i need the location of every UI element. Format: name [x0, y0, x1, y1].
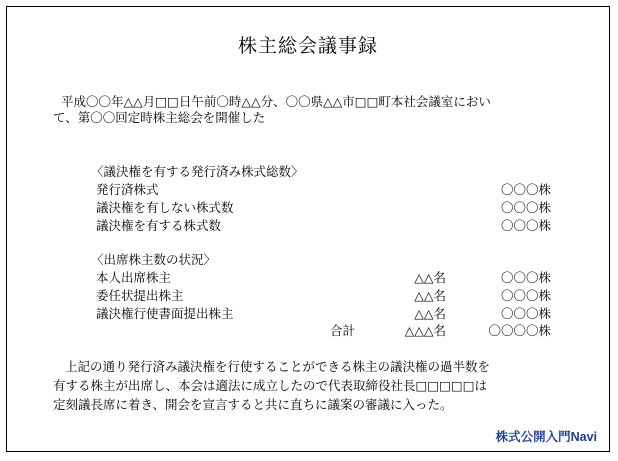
shares-row-label: 議決権を有する株式数	[96, 218, 222, 233]
attendance-row-persons: △△名	[414, 288, 446, 303]
attendance-heading: 〈出席株主数の状況〉	[91, 252, 217, 267]
shares-row-label: 議決権を有しない株式数	[96, 200, 234, 215]
shares-row-value: 〇〇〇株	[500, 218, 551, 233]
document-title: 株主総会議事録	[237, 35, 378, 57]
attendance-row-label: 議決権行使書面提出株主	[96, 306, 234, 321]
conclusion-line-1: 上記の通り発行済み議決権を行使することができる株主の議決権の過半数を	[65, 359, 491, 374]
attendance-total-persons: △△△名	[404, 323, 446, 338]
shares-row-label: 発行済株式	[96, 182, 159, 197]
attendance-row-value: 〇〇〇株	[500, 288, 551, 303]
shares-heading: 〈議決権を有する発行済み株式総数〉	[91, 164, 304, 179]
attendance-row-persons: △△名	[414, 306, 446, 321]
attendance-row-value: 〇〇〇株	[500, 306, 551, 321]
conclusion-line-3: 定刻議長席に着き、開会を宣言すると共に直ちに議案の審議に入った。	[53, 397, 453, 412]
attendance-row-value: 〇〇〇株	[500, 270, 551, 285]
intro-line-1: 平成〇〇年△△月□□日午前〇時△△分、〇〇県△△市□□町本社会議室におい	[61, 94, 491, 109]
intro-line-2: て、第〇〇回定時株主総会を開催した	[53, 110, 266, 125]
attendance-total-label: 合計	[330, 323, 356, 338]
shares-row-value: 〇〇〇株	[500, 182, 551, 197]
attendance-row-label: 本人出席株主	[96, 270, 172, 285]
conclusion-line-2: 有する株主が出席し、本会は適法に成立したので代表取締役社長□□□□□は	[53, 378, 488, 393]
minutes-document	[6, 6, 610, 452]
shares-row-value: 〇〇〇株	[500, 200, 551, 215]
attendance-row-label: 委任状提出株主	[96, 288, 184, 303]
attendance-total-value: 〇〇〇〇株	[488, 323, 551, 338]
attendance-row-persons: △△名	[414, 270, 446, 285]
site-footer-link[interactable]: 株式公開入門Navi	[495, 430, 597, 444]
